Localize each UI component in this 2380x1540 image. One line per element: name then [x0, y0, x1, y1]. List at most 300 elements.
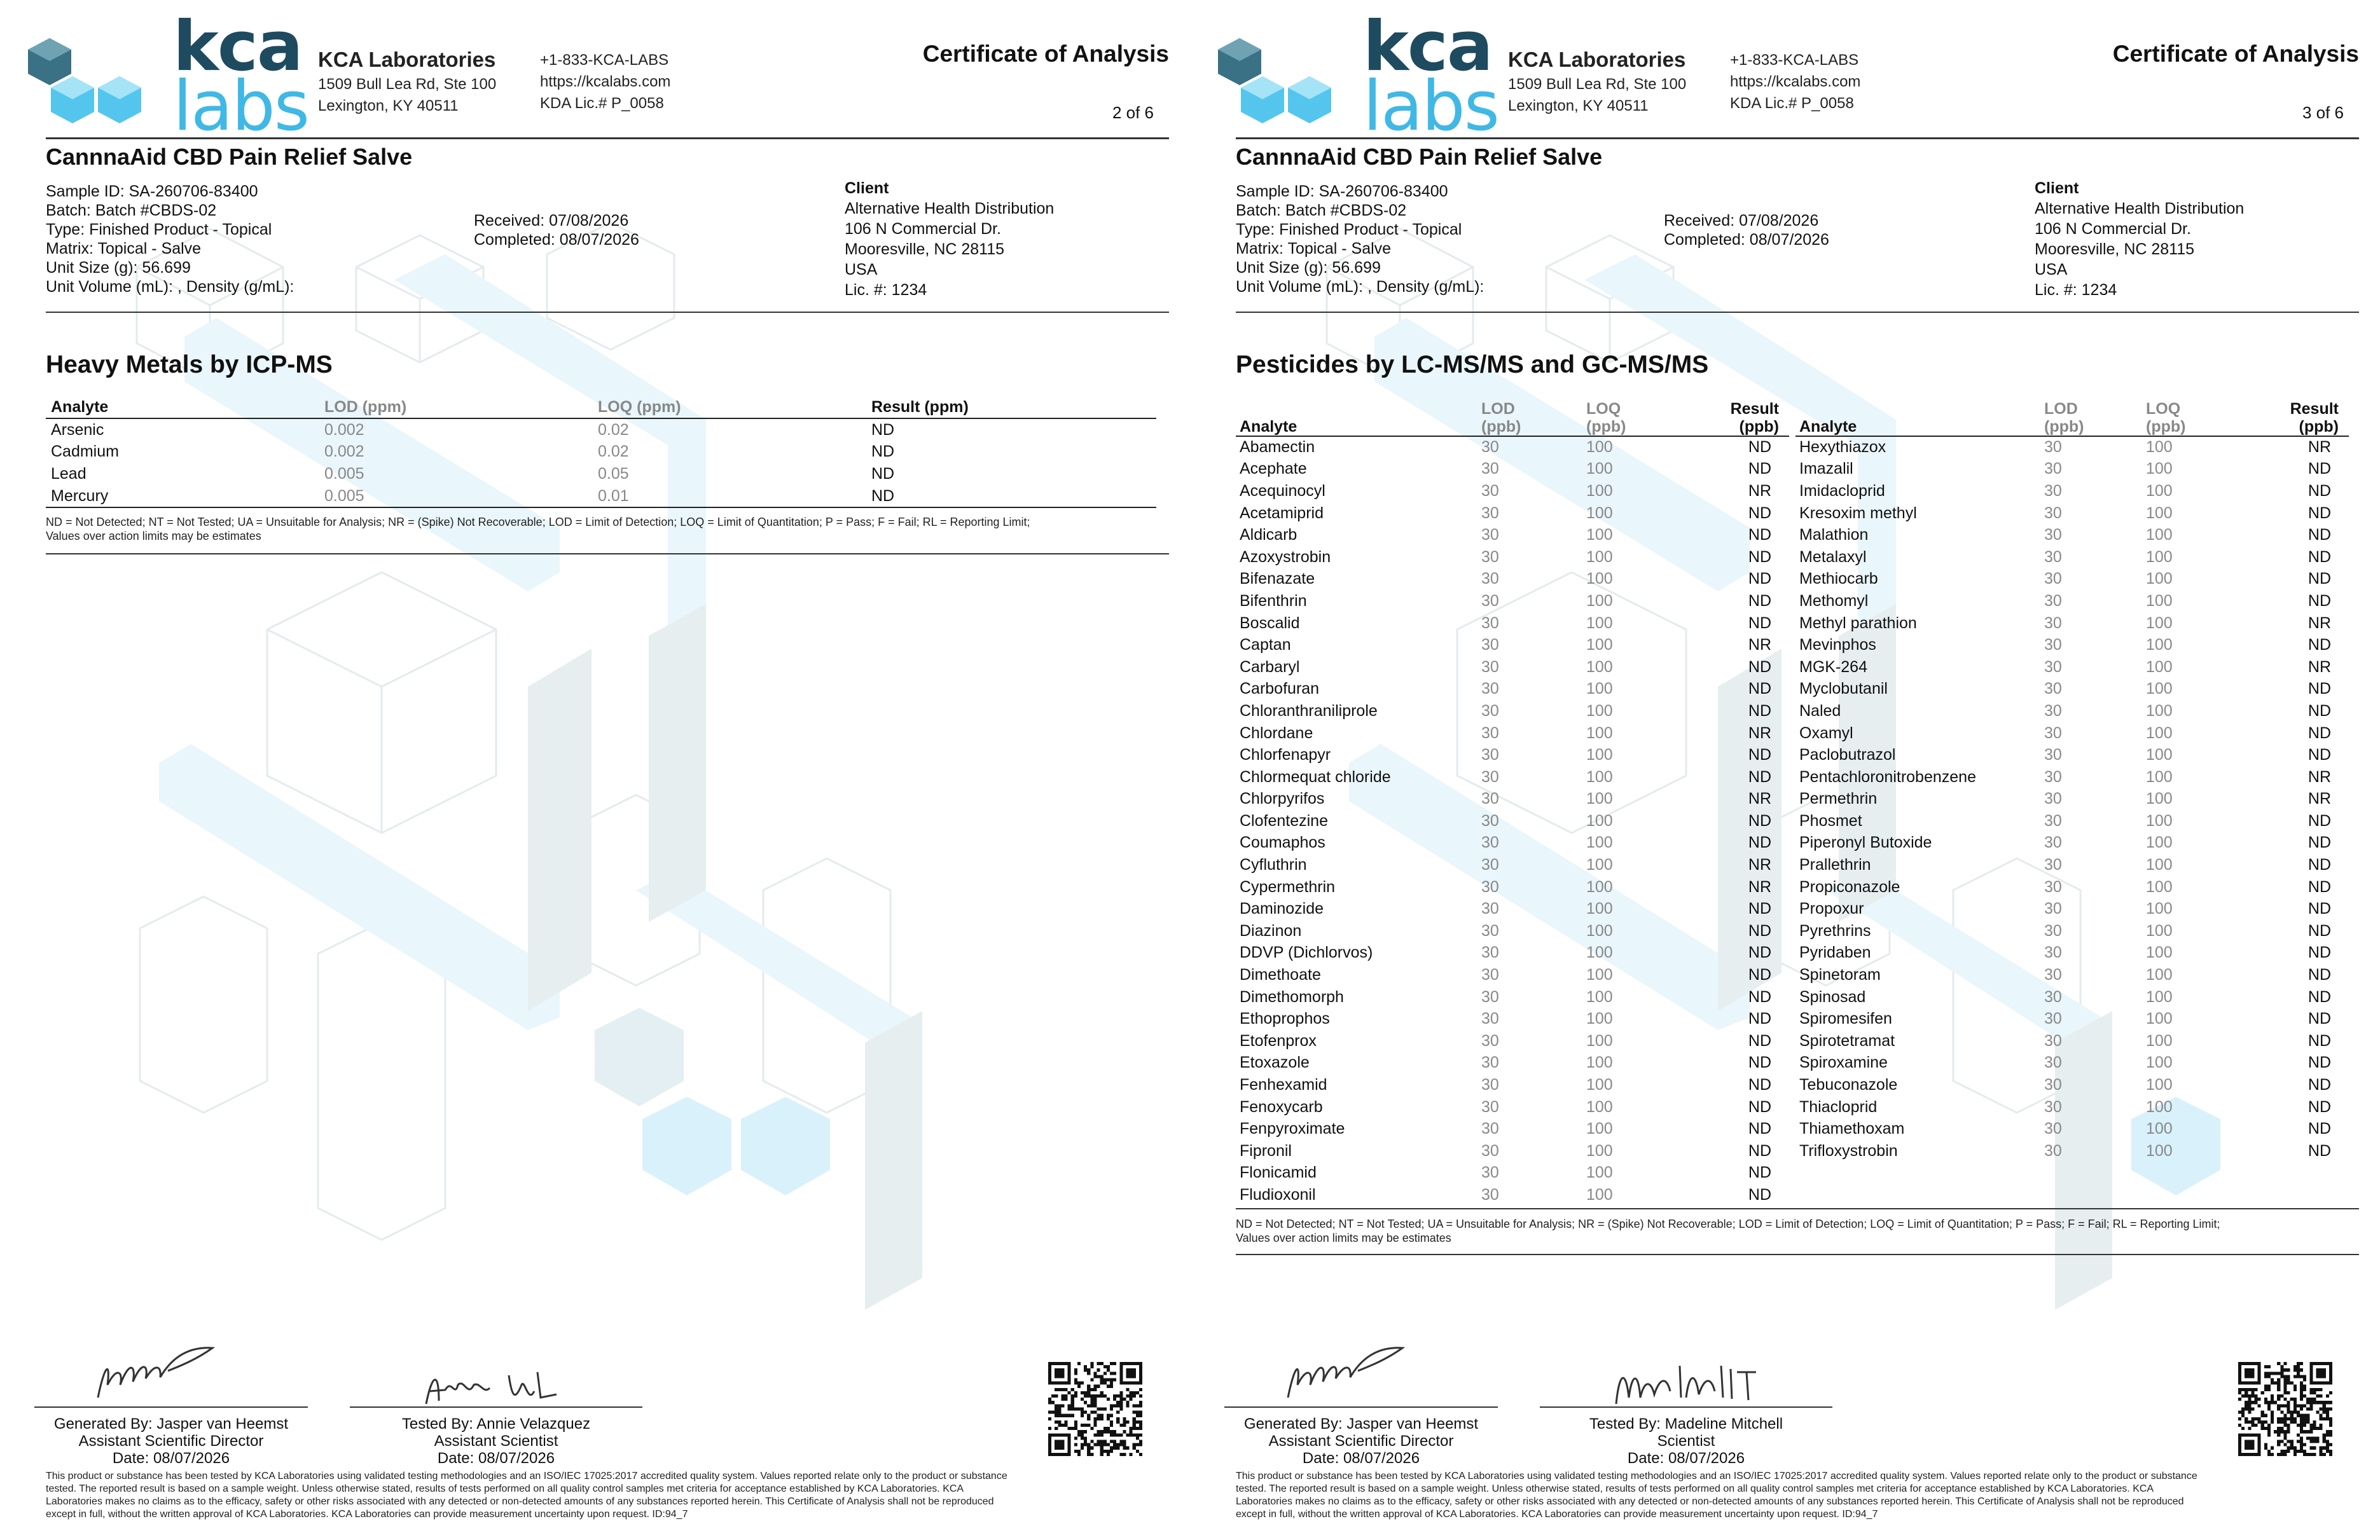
lab-website[interactable]: https://kcalabs.com	[540, 73, 671, 90]
lod-cell: 30	[2044, 701, 2062, 720]
loq-cell: 100	[2146, 526, 2173, 544]
lod-cell: 30	[1481, 591, 1499, 610]
generated-title: Assistant Scientific Director	[1268, 1433, 1454, 1450]
loq-cell: 100	[1586, 767, 1613, 786]
client-city: Mooresville, NC 28115	[845, 240, 1005, 258]
loq-cell: 100	[1586, 1185, 1613, 1204]
loq-cell: 100	[2146, 591, 2173, 610]
loq-cell: 0.01	[593, 485, 866, 507]
analyte-cell: Imidacloprid	[1799, 481, 1885, 500]
loq-cell: 100	[2146, 944, 2173, 962]
table-row	[1795, 458, 2349, 481]
analyte-cell: Etoxazole	[1240, 1054, 1310, 1072]
client-country: USA	[845, 261, 878, 278]
lab-phone: +1-833-KCA-LABS	[540, 52, 669, 69]
table-row	[1795, 722, 2349, 745]
lod-cell: 30	[2044, 1097, 2062, 1116]
result-cell: ND	[871, 465, 895, 483]
table-row	[1795, 634, 2349, 656]
sample-info	[1236, 182, 1484, 296]
analyte-cell: Chlorpyrifos	[1240, 790, 1325, 808]
lab-contact	[540, 50, 670, 114]
loq-cell: 100	[2146, 790, 2173, 808]
header-divider	[46, 137, 1169, 139]
lab-address-line1: 1509 Bull Lea Rd, Ste 100	[1508, 76, 1687, 93]
table-row	[1795, 986, 2349, 1008]
result-cell: ND	[2307, 547, 2331, 566]
analyte-cell: Coumaphos	[1240, 834, 1325, 852]
loq-cell: 100	[1586, 438, 1613, 457]
logo-wordmark: kca labs	[173, 7, 309, 146]
client-heading: Client	[845, 179, 889, 197]
lab-website[interactable]: https://kcalabs.com	[1730, 73, 1861, 90]
analyte-cell: Thiacloprid	[1799, 1097, 1878, 1116]
lod-cell: 30	[2044, 438, 2062, 457]
loq-cell: 100	[2146, 856, 2173, 874]
analyte-cell: Fenpyroximate	[1240, 1120, 1345, 1138]
lod-cell: 30	[2044, 987, 2062, 1006]
table-header-row	[1795, 397, 2349, 436]
client-info	[2035, 178, 2244, 300]
analyte-cell: Cypermethrin	[1240, 877, 1336, 896]
analyte-cell: Fenoxycarb	[1240, 1097, 1323, 1116]
result-cell: ND	[1748, 1185, 1771, 1204]
lab-address-line1: 1509 Bull Lea Rd, Ste 100	[318, 76, 497, 93]
table-row	[1795, 524, 2349, 546]
result-cell: ND	[1748, 657, 1771, 676]
analyte-cell: Spinosad	[1799, 987, 1866, 1006]
result-cell: ND	[1748, 438, 1771, 457]
table-row	[1795, 612, 2349, 635]
table-row	[1795, 788, 2349, 811]
analyte-cell: Carbaryl	[1240, 657, 1300, 676]
table-row	[1236, 1096, 1789, 1118]
client-name: Alternative Health Distribution	[2035, 200, 2245, 217]
analyte-cell: Bifenazate	[1240, 570, 1315, 588]
loq-cell: 100	[1586, 481, 1613, 500]
loq-cell: 100	[2146, 570, 2173, 588]
result-cell: ND	[871, 443, 895, 460]
tested-date: Date: 08/07/2026	[437, 1450, 555, 1467]
lod-cell: 30	[2044, 481, 2062, 500]
document-title: Certificate of Analysis	[922, 41, 1169, 67]
lod-cell: 30	[2044, 966, 2062, 984]
loq-cell: 100	[1586, 614, 1613, 632]
loq-cell: 100	[2146, 438, 2173, 457]
lod-cell: 30	[1481, 547, 1499, 566]
analyte-cell: Spiromesifen	[1799, 1010, 1892, 1028]
analyte-cell: Aldicarb	[1240, 526, 1297, 544]
table-header-row	[46, 395, 1156, 418]
signature-scribble-icon	[1610, 1359, 1762, 1410]
loq-cell: 100	[2146, 987, 2173, 1006]
signature-line	[1224, 1406, 1498, 1408]
table-row	[1236, 700, 1789, 722]
analyte-cell: Pyrethrins	[1799, 921, 1871, 940]
lod-cell: 30	[1481, 724, 1499, 742]
lod-cell: 30	[1481, 701, 1499, 720]
logo-wordmark: kca labs	[1363, 7, 1499, 146]
lod-cell: 30	[1481, 438, 1499, 457]
lod-cell: 30	[1481, 921, 1499, 940]
column-header: Result (ppm)	[866, 395, 1156, 418]
result-cell: ND	[1748, 504, 1771, 522]
table-row	[1795, 854, 2349, 876]
received-date: Received: 07/08/2026	[1664, 212, 1819, 230]
loq-cell: 100	[1586, 680, 1613, 698]
lod-cell: 30	[2044, 1054, 2062, 1072]
table-row	[1236, 436, 1789, 458]
tested-by-block	[350, 1415, 642, 1467]
loq-cell: 100	[2146, 1076, 2173, 1094]
lod-cell: 30	[2044, 614, 2062, 632]
result-cell: ND	[2307, 1031, 2331, 1050]
analyte-cell: Daminozide	[1240, 900, 1324, 918]
analyte-cell: Phosmet	[1799, 811, 1862, 830]
result-cell: ND	[1748, 614, 1771, 632]
result-cell: ND	[2307, 944, 2331, 962]
lod-cell: 30	[2044, 877, 2062, 896]
disclaimer-line: This product or substance has been tested by KCA Laboratories using validated testing methodologies and an ISO/IEC 17025:2017 accredited quality system. Values reported relate only to the product or substance	[46, 1471, 1007, 1482]
signature-line	[34, 1406, 308, 1408]
table-row	[1795, 678, 2349, 701]
analyte-cell: Prallethrin	[1799, 856, 1871, 874]
client-country: USA	[2035, 261, 2068, 278]
tested-by: Tested By: Madeline Mitchell	[1589, 1415, 1783, 1433]
note-line-2: Values over action limits may be estimates	[46, 530, 261, 542]
lod-cell: 30	[1481, 900, 1499, 918]
result-cell: ND	[1748, 1097, 1771, 1116]
lod-cell: 30	[1481, 811, 1499, 830]
result-cell: ND	[1748, 900, 1771, 918]
loq-cell: 100	[1586, 746, 1613, 764]
abbreviation-note	[46, 515, 1169, 543]
lod-cell: 30	[1481, 1031, 1499, 1050]
table-row	[1236, 810, 1789, 832]
analyte-cell: MGK-264	[1799, 657, 1867, 676]
client-street: 106 N Commercial Dr.	[845, 220, 1001, 238]
lod-cell: 30	[1481, 570, 1499, 588]
loq-cell: 100	[1586, 900, 1613, 918]
analyte-cell: Imazalil	[1799, 460, 1853, 478]
lod-cell: 30	[2044, 856, 2062, 874]
analyte-cell: Cyfluthrin	[1240, 856, 1307, 874]
result-cell: ND	[2307, 966, 2331, 984]
table-row	[1236, 964, 1789, 986]
table-row	[46, 463, 1156, 485]
table-row	[1795, 1074, 2349, 1096]
analyte-cell: Flonicamid	[1240, 1164, 1317, 1182]
table-row	[1236, 898, 1789, 920]
lab-address	[1508, 46, 1686, 117]
loq-cell: 100	[2146, 877, 2173, 896]
analyte-cell: Permethrin	[1799, 790, 1878, 808]
matrix: Matrix: Topical - Salve	[1236, 240, 1392, 258]
lod-cell: 30	[1481, 1141, 1499, 1160]
loq-cell: 100	[2146, 767, 2173, 786]
loq-cell: 100	[1586, 856, 1613, 874]
result-cell: ND	[2307, 1141, 2331, 1160]
table-row	[1236, 986, 1789, 1008]
qr-code-icon[interactable]	[1048, 1362, 1142, 1456]
lod-cell: 30	[1481, 1120, 1499, 1138]
analyte-cell: Mevinphos	[1799, 636, 1876, 654]
loq-cell: 100	[2146, 481, 2173, 500]
lod-cell: 30	[2044, 921, 2062, 940]
table-row	[1236, 656, 1789, 678]
lab-address	[318, 46, 496, 117]
lod-cell: 30	[1481, 1097, 1499, 1116]
pesticides-table-right	[1795, 397, 2349, 1162]
table-row	[1236, 1118, 1789, 1140]
table-row	[1236, 722, 1789, 745]
lod-cell: 30	[1481, 856, 1499, 874]
result-cell: ND	[1748, 547, 1771, 566]
result-cell: ND	[1748, 1031, 1771, 1050]
loq-cell: 100	[2146, 966, 2173, 984]
table-row	[1236, 832, 1789, 855]
result-cell: ND	[1748, 834, 1771, 852]
result-cell: NR	[1748, 790, 1771, 808]
client-street: 106 N Commercial Dr.	[2035, 220, 2191, 238]
analyte-cell: Chlorfenapyr	[1240, 746, 1331, 764]
result-cell: ND	[2307, 746, 2331, 764]
loq-cell: 100	[1586, 1097, 1613, 1116]
table-row	[1236, 1008, 1789, 1030]
loq-cell: 100	[2146, 834, 2173, 852]
lod-cell: 30	[1481, 767, 1499, 786]
result-cell: NR	[1748, 481, 1771, 500]
lod-cell: 30	[2044, 504, 2062, 522]
lod-cell: 30	[1481, 1164, 1499, 1182]
batch: Batch: Batch #CBDS-02	[1236, 202, 1407, 219]
table-row	[1236, 1162, 1789, 1185]
result-cell: ND	[2307, 1097, 2331, 1116]
lod-cell: 30	[1481, 790, 1499, 808]
analyte-cell: Captan	[1240, 636, 1291, 654]
analyte-cell: Chloranthraniliprole	[1240, 701, 1378, 720]
analyte-cell: Methomyl	[1799, 591, 1869, 610]
result-cell: ND	[1748, 1164, 1771, 1182]
header-divider	[1236, 137, 2359, 139]
lod-cell: 30	[1481, 1185, 1499, 1204]
result-cell: ND	[2307, 701, 2331, 720]
signature-scribble-icon	[420, 1366, 560, 1410]
lod-cell: 30	[1481, 1076, 1499, 1094]
table-row	[1236, 590, 1789, 612]
generated-by-block	[1224, 1415, 1498, 1467]
table-row	[1795, 480, 2349, 502]
disclaimer-line: except in full, without the written approval of KCA Laboratories. KCA Laboratories can provide measurement uncertainty upon request. ID:94_7	[46, 1509, 688, 1520]
lod-cell: 0.005	[319, 485, 593, 507]
lod-cell: 30	[2044, 570, 2062, 588]
loq-cell: 100	[1586, 1076, 1613, 1094]
page-number: 2 of 6	[1112, 103, 1154, 122]
info-divider	[1236, 312, 2359, 313]
generated-title: Assistant Scientific Director	[78, 1433, 264, 1450]
sample-id: Sample ID: SA-260706-83400	[46, 182, 258, 200]
tested-signature	[1540, 1340, 1832, 1412]
result-cell: ND	[2307, 680, 2331, 698]
lod-cell: 30	[1481, 966, 1499, 984]
result-cell: ND	[1748, 1141, 1771, 1160]
result-cell: ND	[1748, 680, 1771, 698]
lab-license: KDA Lic.# P_0058	[1730, 95, 1854, 112]
qr-code-icon[interactable]	[2238, 1362, 2332, 1456]
table-row	[1795, 766, 2349, 788]
loq-cell: 100	[2146, 547, 2173, 566]
loq-cell: 100	[1586, 1010, 1613, 1028]
analyte-cell: Dimethoate	[1240, 966, 1321, 984]
table-row	[1236, 546, 1789, 568]
sample-type: Type: Finished Product - Topical	[46, 221, 272, 238]
lod-cell: 0.002	[324, 443, 364, 460]
loq-cell: 100	[1586, 526, 1613, 544]
signature-line	[350, 1406, 642, 1408]
analyte-cell: Acetamiprid	[1240, 504, 1324, 522]
analyte-cell: Mercury	[46, 485, 319, 507]
result-cell: NR	[2307, 614, 2331, 632]
result-cell: ND	[2307, 460, 2331, 478]
analyte-cell: Methyl parathion	[1799, 614, 1917, 632]
lod-cell: 30	[2044, 1031, 2062, 1050]
lab-phone: +1-833-KCA-LABS	[1730, 52, 1859, 69]
result-cell: NR	[2307, 438, 2331, 457]
analyte-cell: Abamectin	[1240, 438, 1315, 457]
tested-title: Scientist	[1657, 1433, 1715, 1450]
lod-cell: 30	[2044, 1141, 2062, 1160]
disclaimer-line: Laboratories makes no claims as to the efficacy, safety or other risks associated with any detected or non-detected amounts of any substances reported herein. This Certificate of Analysis shall not be reproduced	[46, 1496, 994, 1507]
table-row	[1795, 876, 2349, 898]
loq-cell: 100	[2146, 724, 2173, 742]
column-header: Analyte	[46, 395, 319, 418]
result-cell: ND	[1748, 1054, 1771, 1072]
column-header: Result (ppb)	[2244, 397, 2349, 436]
received-date: Received: 07/08/2026	[474, 212, 629, 230]
result-cell: ND	[2307, 877, 2331, 896]
generated-by: Generated By: Jasper van Heemst	[1243, 1415, 1479, 1433]
loq-cell: 100	[1586, 834, 1613, 852]
column-header: Result (ppb)	[1684, 397, 1789, 436]
page-number: 3 of 6	[2302, 103, 2344, 122]
table-row	[1795, 700, 2349, 722]
loq-cell: 100	[1586, 570, 1613, 588]
table-row	[1795, 1140, 2349, 1162]
loq-cell: 100	[2146, 1031, 2173, 1050]
column-header: LOD (ppb)	[2040, 397, 2142, 436]
loq-cell: 100	[1586, 966, 1613, 984]
loq-cell: 100	[1586, 1054, 1613, 1072]
result-cell: ND	[2307, 591, 2331, 610]
analyte-cell: Etofenprox	[1240, 1031, 1317, 1050]
analyte-cell: Fenhexamid	[1240, 1076, 1327, 1094]
analyte-cell: Propiconazole	[1799, 877, 1900, 896]
lod-cell: 30	[1481, 746, 1499, 764]
result-cell: ND	[2307, 570, 2331, 588]
result-cell: ND	[2307, 811, 2331, 830]
analyte-cell: Clofentezine	[1240, 811, 1328, 830]
table-row	[1795, 898, 2349, 920]
analyte-cell: Oxamyl	[1799, 724, 1853, 742]
sample-info	[46, 182, 294, 296]
lod-cell: 30	[1481, 1054, 1499, 1072]
generated-date: Date: 08/07/2026	[112, 1450, 230, 1467]
analyte-cell: Acequinocyl	[1240, 481, 1325, 500]
loq-cell: 100	[1586, 636, 1613, 654]
result-cell: ND	[1748, 591, 1771, 610]
lod-cell: 30	[2044, 1120, 2062, 1138]
lod-cell: 0.002	[324, 420, 364, 439]
table-row	[1236, 1074, 1789, 1096]
heavy-metals-table	[46, 395, 1156, 508]
lod-cell: 30	[2044, 526, 2062, 544]
loq-cell: 100	[2146, 1097, 2173, 1116]
loq-cell: 100	[2146, 1141, 2173, 1160]
loq-cell: 0.02	[598, 443, 629, 460]
generated-date: Date: 08/07/2026	[1302, 1450, 1420, 1467]
lod-cell: 30	[2044, 680, 2062, 698]
analyte-cell: Pentachloronitrobenzene	[1799, 767, 1976, 786]
table-row	[1236, 744, 1789, 766]
lod-cell: 30	[1481, 504, 1499, 522]
batch: Batch: Batch #CBDS-02	[46, 202, 217, 219]
loq-cell: 100	[1586, 811, 1613, 830]
lod-cell: 30	[1481, 614, 1499, 632]
table-row	[1236, 942, 1789, 965]
lod-cell: 30	[1481, 877, 1499, 896]
generated-signature	[34, 1340, 308, 1412]
table-row	[1795, 832, 2349, 855]
analyte-cell: Boscalid	[1240, 614, 1300, 632]
tested-title: Assistant Scientist	[434, 1433, 558, 1450]
result-cell: ND	[1748, 921, 1771, 940]
info-divider	[46, 312, 1169, 313]
result-cell: ND	[1748, 1010, 1771, 1028]
client-license: Lic. #: 1234	[2035, 281, 2117, 299]
lod-cell: 30	[2044, 790, 2062, 808]
analyte-cell: Propoxur	[1799, 900, 1864, 918]
table-row	[1236, 1140, 1789, 1162]
product-name: CannnaAid CBD Pain Relief Salve	[46, 144, 413, 170]
analyte-cell: DDVP (Dichlorvos)	[1240, 944, 1373, 962]
result-cell: ND	[2307, 1076, 2331, 1094]
loq-cell: 100	[2146, 504, 2173, 522]
result-cell: ND	[1748, 701, 1771, 720]
analyte-cell: Chlordane	[1240, 724, 1313, 742]
loq-cell: 100	[1586, 701, 1613, 720]
table-row	[1795, 810, 2349, 832]
lod-cell: 30	[2044, 591, 2062, 610]
signature-scribble-icon	[1275, 1340, 1428, 1404]
result-cell: ND	[1748, 1076, 1771, 1094]
disclaimer	[1236, 1470, 2342, 1521]
result-cell: ND	[2307, 900, 2331, 918]
analyte-cell: Naled	[1799, 701, 1841, 720]
coa-page-3	[1190, 0, 2380, 1540]
table-row	[1236, 766, 1789, 788]
lod-cell: 30	[1481, 987, 1499, 1006]
disclaimer-line: Laboratories makes no claims as to the efficacy, safety or other risks associated with any detected or non-detected amounts of any substances reported herein. This Certificate of Analysis shall not be reproduced	[1236, 1496, 2184, 1507]
unit-size: Unit Size (g): 56.699	[46, 259, 191, 277]
loq-cell: 0.05	[598, 465, 629, 483]
lod-cell: 30	[1481, 834, 1499, 852]
column-header: Analyte	[1795, 397, 2040, 436]
table-row	[1795, 1052, 2349, 1075]
lod-cell: 30	[1481, 1010, 1499, 1028]
client-info	[845, 178, 1054, 300]
table-row	[1795, 590, 2349, 612]
analyte-cell: Piperonyl Butoxide	[1799, 834, 1932, 852]
